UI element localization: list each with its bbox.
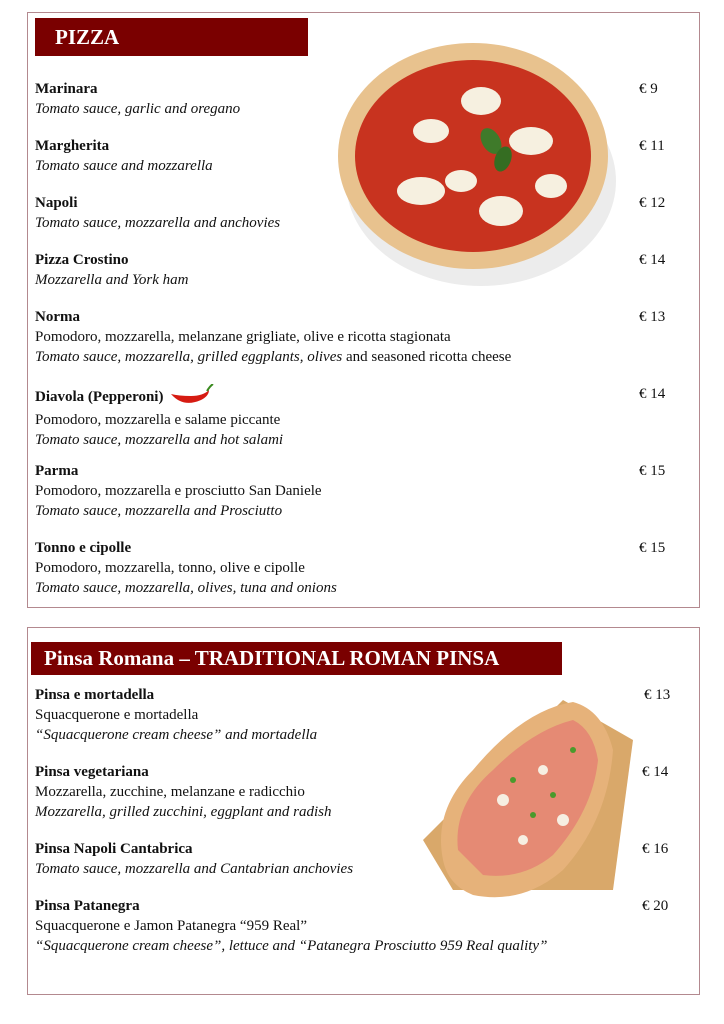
item-description-en: “Squacquerone cream cheese” and mortadella (35, 727, 318, 743)
item-description-it: Pomodoro, mozzarella, melanzane grigliate, olive e ricotta stagionata (35, 329, 451, 345)
item-name: Norma (35, 309, 80, 325)
menu-item (35, 384, 283, 450)
item-name-row (35, 384, 283, 410)
item-price: € 14 (639, 252, 666, 268)
item-description-en-italic: Tomato sauce, mozzarella, grilled eggplants, olives (35, 349, 343, 365)
item-price: € 9 (639, 81, 658, 97)
item-description-it: Pomodoro, mozzarella e prosciutto San Daniele (35, 483, 322, 499)
item-name: Diavola (Pepperoni) (35, 389, 164, 405)
section-title: PIZZA (35, 18, 308, 56)
margherita-pizza-image (331, 41, 616, 291)
item-price: € 11 (639, 138, 665, 154)
pinsa-section (27, 627, 700, 995)
item-description-en: “Squacquerone cream cheese”, lettuce and “Patanegra Prosciutto 959 Real quality” (35, 938, 548, 954)
item-price: € 14 (639, 386, 666, 402)
item-price: € 15 (639, 463, 666, 479)
menu-item (35, 896, 547, 956)
item-name: Marinara (35, 81, 98, 97)
menu-item (35, 193, 280, 233)
chili-pepper-icon (169, 384, 215, 410)
item-description-en: Tomato sauce, mozzarella and anchovies (35, 215, 281, 231)
item-description-en: Mozzarella, grilled zucchini, eggplant and radish (35, 804, 332, 820)
item-price: € 12 (639, 195, 666, 211)
item-price: € 20 (642, 898, 669, 914)
item-description-it: Squacquerone e mortadella (35, 707, 199, 723)
item-price: € 16 (642, 841, 669, 857)
item-description-en: Tomato sauce and mozzarella (35, 158, 213, 174)
item-price: € 14 (642, 764, 669, 780)
item-name: Napoli (35, 195, 78, 211)
item-name: Pinsa Patanegra (35, 898, 140, 914)
item-description-it: Squacquerone e Jamon Patanegra “959 Real” (35, 918, 307, 934)
menu-item (35, 685, 317, 745)
item-price: € 13 (644, 687, 671, 703)
item-description-it: Pomodoro, mozzarella e salame piccante (35, 412, 281, 428)
menu-item (35, 136, 213, 176)
item-description-en-normal: and seasoned ricotta cheese (342, 349, 512, 365)
section-title: Pinsa Romana – TRADITIONAL ROMAN PINSA (31, 642, 562, 675)
item-price: € 13 (639, 309, 666, 325)
item-description-en: Tomato sauce, mozzarella and Cantabrian anchovies (35, 861, 354, 877)
menu-item (35, 538, 337, 598)
item-name: Margherita (35, 138, 110, 154)
item-name: Pizza Crostino (35, 252, 129, 268)
item-name: Parma (35, 463, 79, 479)
menu-item (35, 307, 511, 367)
item-name: Pinsa e mortadella (35, 687, 155, 703)
item-description-en: Tomato sauce, mozzarella, olives, tuna and onions (35, 580, 337, 596)
menu-item (35, 762, 332, 822)
menu-item (35, 839, 353, 879)
item-description-it: Pomodoro, mozzarella, tonno, olive e cipolle (35, 560, 305, 576)
item-description-it: Mozzarella, zucchine, melanzane e radicchio (35, 784, 305, 800)
menu-item (35, 461, 322, 521)
menu-item (35, 79, 240, 119)
item-price: € 15 (639, 540, 666, 556)
item-description-en: Tomato sauce, mozzarella and Prosciutto (35, 503, 283, 519)
item-name: Tonno e cipolle (35, 540, 132, 556)
item-description-en (35, 347, 511, 367)
pizza-section (27, 12, 700, 608)
item-name: Pinsa Napoli Cantabrica (35, 841, 193, 857)
pinsa-image (413, 690, 635, 908)
item-description-en: Mozzarella and York ham (35, 272, 189, 288)
item-description-en: Tomato sauce, mozzarella and hot salami (35, 432, 284, 448)
item-name: Pinsa vegetariana (35, 764, 149, 780)
menu-item (35, 250, 189, 290)
item-description-en: Tomato sauce, garlic and oregano (35, 101, 241, 117)
